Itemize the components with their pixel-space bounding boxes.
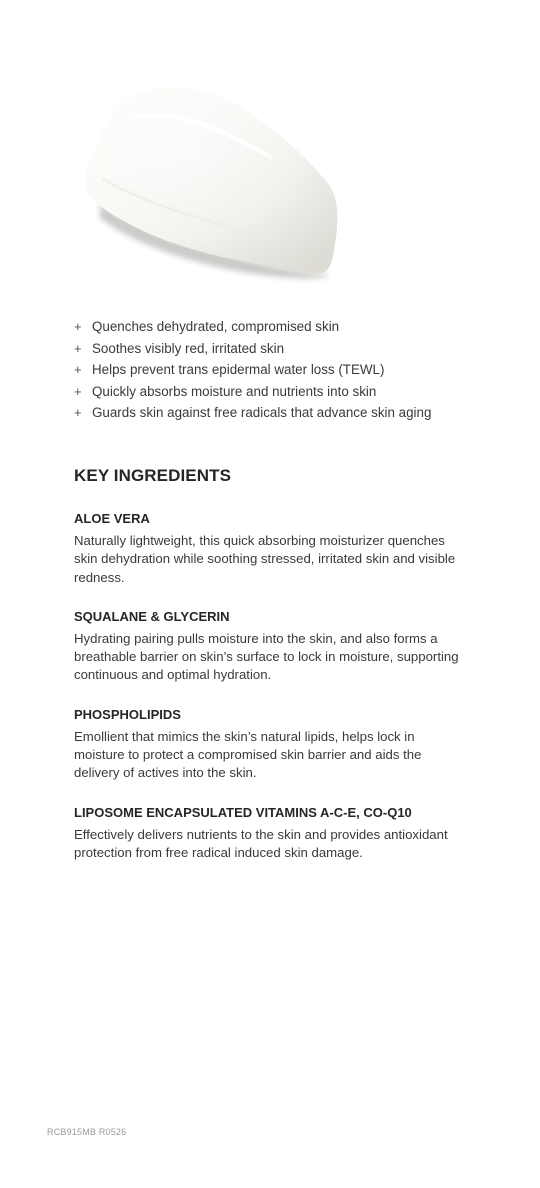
benefits-list [74,316,494,424]
ingredient-description: Naturally lightweight, this quick absorbing moisturizer quenches skin dehydration while soothing stressed, irritated skin and visible redness. [74,533,456,585]
benefit-text: Helps prevent trans epidermal water loss (TEWL) [92,362,385,378]
ingredient-name: ALOE VERA [74,511,150,526]
plus-icon: + [74,340,82,356]
list-item [74,359,494,381]
list-item [74,338,494,360]
plus-icon: + [74,319,82,334]
ingredient-liposome-vitamins [74,804,466,863]
ingredient-description: Effectively delivers nutrients to the skin and provides antioxidant protection from free radical induced skin damage. [74,826,448,860]
benefit-text: Soothes visibly red, irritated skin [92,340,285,356]
benefit-text: Guards skin against free radicals that advance skin aging [92,405,432,421]
list-item [74,381,494,403]
benefit-text: Quickly absorbs moisture and nutrients into skin [92,383,377,399]
section-heading: KEY INGREDIENTS [74,466,232,485]
plus-icon: + [74,405,82,421]
cream-swatch-image [72,78,352,288]
ingredient-aloe-vera [74,510,466,587]
ingredient-description: Hydrating pairing pulls moisture into the skin, and also forms a breathable barrier on skin’s surface to lock in moisture, supporting continuous and optimal hydration. [74,630,459,683]
key-ingredients-section [74,462,466,883]
plus-icon: + [74,362,82,378]
ingredient-description: Emollient that mimics the skin’s natural lipids, helps lock in moisture to protect a compromised skin barrier and aids the delivery of actives into the skin. [74,728,422,781]
plus-icon: + [74,383,82,399]
list-item [74,316,494,338]
benefit-text: Quenches dehydrated, compromised skin [92,319,340,334]
product-code: RCB915MB R0526 [47,1127,127,1137]
ingredient-name: SQUALANE & GLYCERIN [74,608,230,624]
ingredient-name: LIPOSOME ENCAPSULATED VITAMINS A-C-E, CO-Q10 [74,804,412,820]
list-item [74,402,494,424]
ingredient-phospholipids [74,706,466,783]
ingredient-name: PHOSPHOLIPIDS [74,706,181,722]
ingredient-squalane-glycerin [74,608,466,685]
